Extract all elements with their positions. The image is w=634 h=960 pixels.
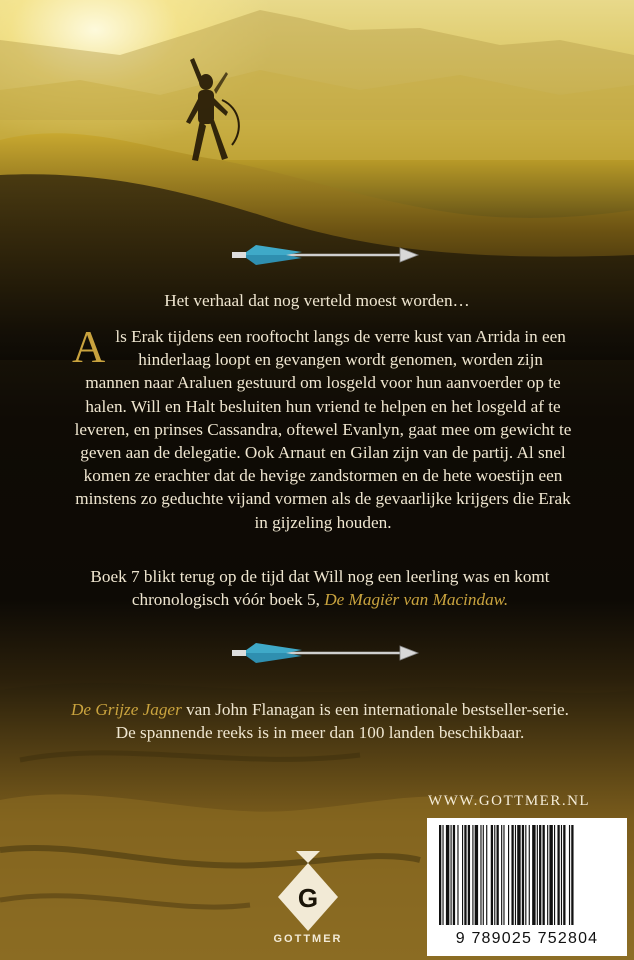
- barcode-bars: [437, 825, 617, 925]
- book-note-paragraph: [60, 565, 580, 611]
- series-title: De Grijze Jager: [71, 700, 182, 719]
- book-title-link: De Magiër van Macindaw.: [324, 590, 509, 610]
- blurb-paragraph: [72, 321, 572, 534]
- publisher-website: WWW.GOTTMER.NL: [428, 793, 591, 809]
- isbn-barcode: [427, 818, 627, 956]
- blurb-text: ls Erak tijdens een rooftocht langs de verre kust van Arrida in een hinderlaag loopt en gevangen wordt genomen, worden zijn mannen naar Araluen gestuurd om losgeld voor hun aanvoerder op te halen. Will en Halt besluiten hun vriend te helpen en het losgeld af te leveren, en prinses Cassandra, oftewel Evanlyn, gaat mee om gewicht te geven aan de delegatie. Ook Arnaut en Gilan zijn van de partij. Al snel komen ze erachter dat de hevige zandstormen en de hete woestijn een minstens zo geduchte vijand vormen als de gevaarlijke krijgers die Erak in gijzeling houden.: [74, 327, 572, 532]
- tagline: Het verhaal dat nog verteld moest worden…: [164, 291, 470, 310]
- series-note-text: van John Flanagan is een internationale bestseller-serie. De spannende reeks is in meer dan 100 landen beschikbaar.: [115, 700, 569, 743]
- arrow-divider-icon: [228, 638, 420, 668]
- drop-cap: A: [72, 321, 106, 372]
- publisher-name: GOTTMER: [273, 933, 343, 945]
- logo-letter: G: [297, 883, 319, 913]
- arrow-divider-icon: [228, 240, 420, 270]
- book-note-text: Boek 7 blikt terug op de tijd dat Will nog een leerling was en komt chronologisch vóór boek 5,: [90, 567, 550, 610]
- barcode-number: 9 789025 752804: [455, 930, 599, 947]
- series-note-paragraph: [60, 698, 580, 744]
